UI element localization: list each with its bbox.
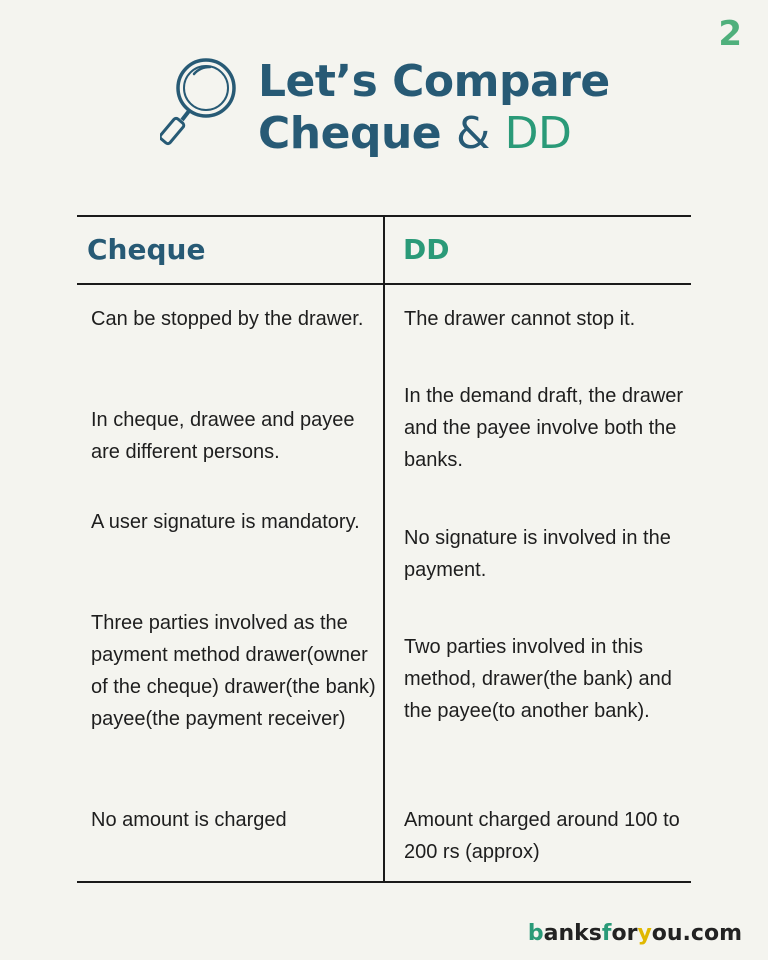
title-ampersand: &: [455, 108, 490, 159]
title-dd: DD: [504, 108, 572, 159]
brand-part-anks: anks: [543, 921, 602, 946]
cheque-cell-5: No amount is charged: [91, 809, 287, 831]
cheque-cell-1: Can be stopped by the drawer.: [91, 308, 364, 330]
cheque-cell-4: Three parties involved as the payment method drawer(owner of the cheque) drawer(the bank) payee(the payment receiver): [91, 612, 376, 730]
magnifying-glass-icon: [160, 52, 246, 152]
dd-cell-4: Two parties involved in this method, drawer(the bank) and the payee(to another bank).: [404, 636, 672, 722]
page-title: [258, 56, 610, 160]
column-divider: [383, 217, 385, 881]
header: [160, 52, 680, 172]
dd-cell-2: In the demand draft, the drawer and the payee involve both the banks.: [404, 385, 684, 471]
cheque-cell-2: In cheque, drawee and payee are different persons.: [91, 409, 355, 463]
column-header-dd: DD: [403, 233, 450, 266]
dd-cell-3: No signature is involved in the payment.: [404, 527, 671, 581]
dd-cell-5: Amount charged around 100 to 200 rs (approx): [404, 809, 680, 863]
brand-letter-f: f: [601, 921, 612, 946]
brand-part-or: or: [611, 921, 638, 946]
brand-part-ou-com: ou.com: [651, 921, 742, 946]
cheque-cell-3: A user signature is mandatory.: [91, 511, 360, 533]
table-header-row: [77, 217, 691, 285]
brand-letter-y: y: [637, 921, 652, 946]
page-number: 2: [718, 14, 742, 54]
brand-url: [528, 921, 742, 946]
title-line-1: Let’s Compare: [258, 56, 610, 107]
column-header-cheque: Cheque: [87, 233, 206, 266]
brand-letter-b: b: [527, 921, 544, 946]
comparison-table: [77, 215, 691, 883]
title-line-2: [258, 108, 610, 160]
title-cheque: Cheque: [258, 108, 442, 159]
dd-cell-1: The drawer cannot stop it.: [404, 308, 636, 330]
